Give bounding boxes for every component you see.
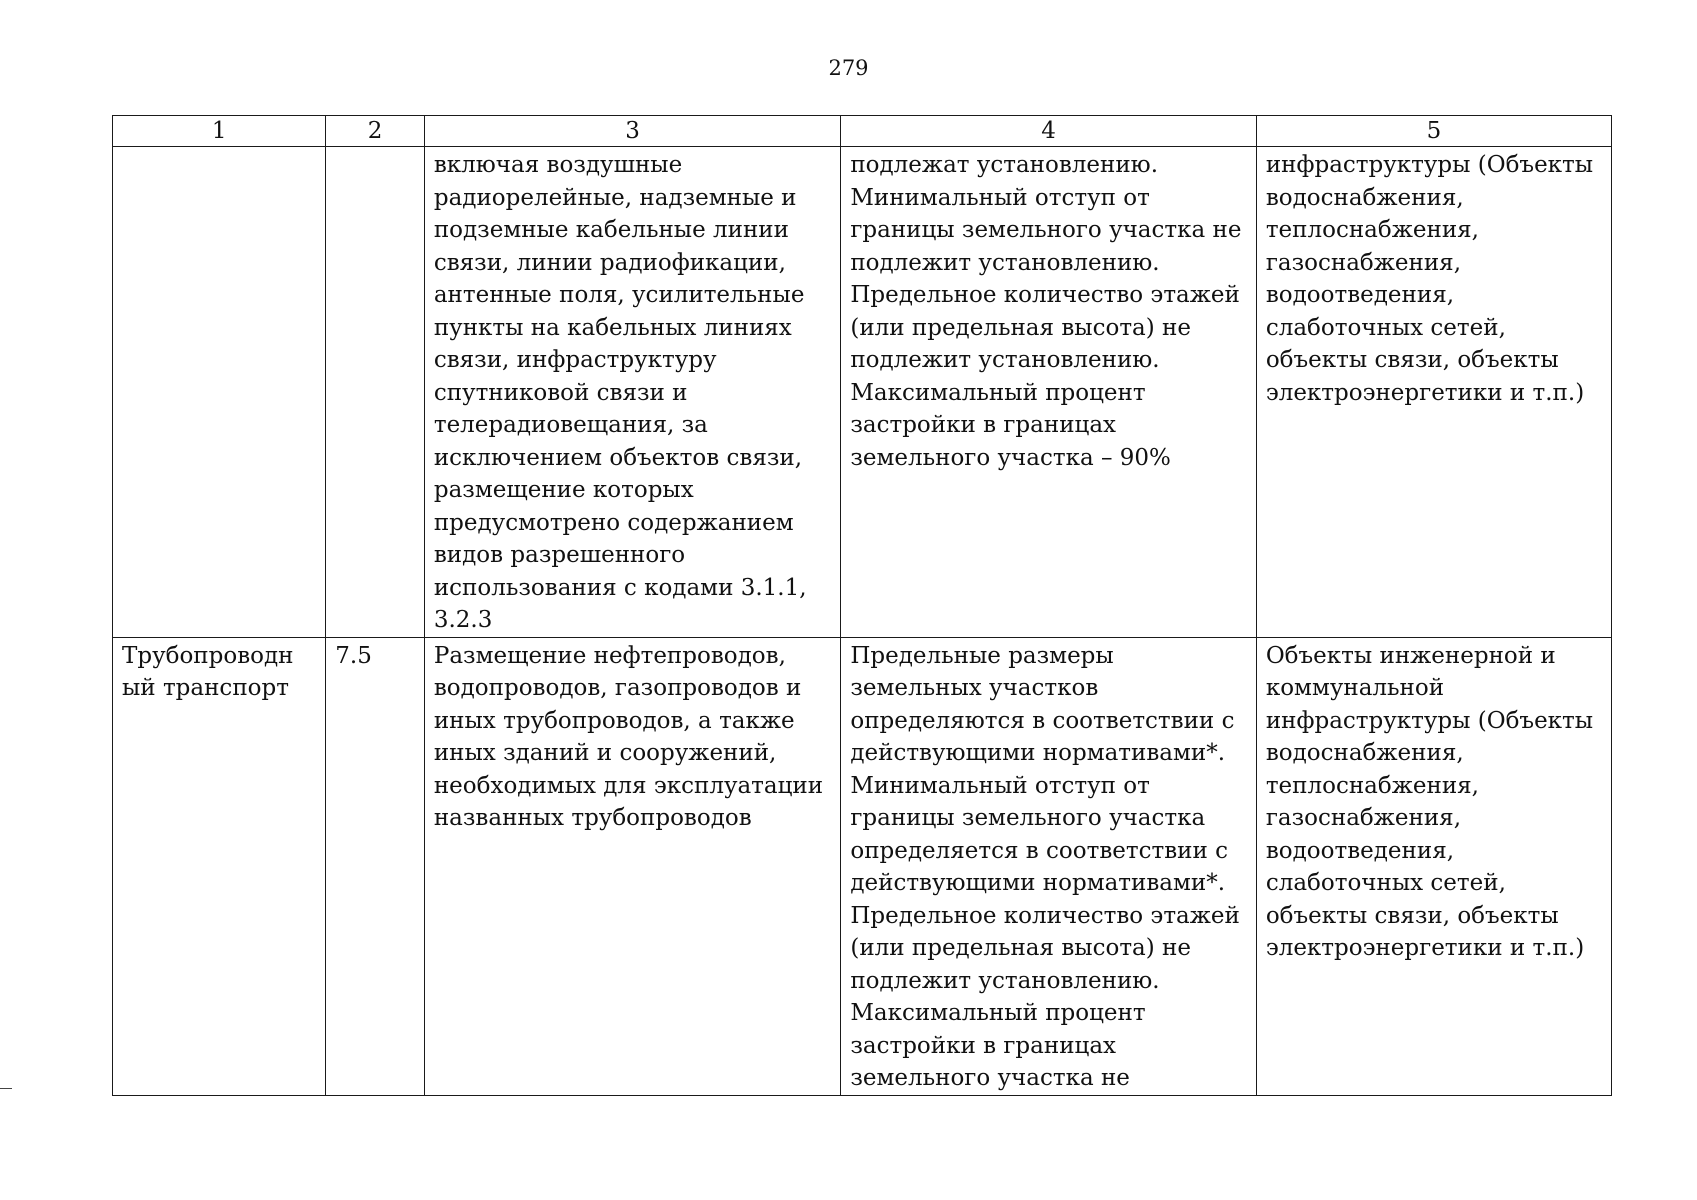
header-cell-1: 1 — [113, 116, 326, 147]
table-header — [113, 116, 1612, 147]
regulations-table — [112, 115, 1612, 1096]
table-row — [113, 637, 1612, 1095]
cell-use-code: 7.5 — [326, 637, 425, 1095]
cell-use-description: Размещение нефтепроводов, водопроводов, газопроводов и иных трубопроводов, а также иных зданий и сооружений, необходимых для эксплуатации названных трубопроводов — [424, 637, 841, 1095]
header-cell-5: 5 — [1256, 116, 1611, 147]
cell-parameters: подлежат установлению. Минимальный отступ от границы земельного участка не подлежит установлению. Предельное количество этажей (или предельная высота) не подлежит установлению. Максимальный процент застройки в границах земельного участка – 90% — [841, 147, 1256, 638]
cell-use-code — [326, 147, 425, 638]
header-cell-2: 2 — [326, 116, 425, 147]
header-cell-4: 4 — [841, 116, 1256, 147]
table-row — [113, 147, 1612, 638]
table-body — [113, 147, 1612, 1096]
margin-mark — [0, 1088, 12, 1089]
cell-permitted-use-name — [113, 147, 326, 638]
cell-permitted-use-name: Трубопроводн ый транспорт — [113, 637, 326, 1095]
header-cell-3: 3 — [424, 116, 841, 147]
cell-auxiliary-objects: Объекты инженерной и коммунальной инфраструктуры (Объекты водоснабжения, теплоснабжения, газоснабжения, водоотведения, слаботочных сетей, объекты связи, объекты электроэнергетики и т.п.) — [1256, 637, 1611, 1095]
cell-parameters: Предельные размеры земельных участков определяются в соответствии с действующими нормативами*. Минимальный отступ от границы земельного участка определяется в соответствии с действующими нормативами*. Предельное количество этажей (или предельная высота) не подлежит установлению. Максимальный процент застройки в границах земельного участка не — [841, 637, 1256, 1095]
header-row — [113, 116, 1612, 147]
cell-use-description: включая воздушные радиорелейные, надземные и подземные кабельные линии связи, линии радиофикации, антенные поля, усилительные пункты на кабельных линиях связи, инфраструктуру спутниковой связи и телерадиовещания, за исключением объектов связи, размещение которых предусмотрено содержанием видов разрешенного использования с кодами 3.1.1, 3.2.3 — [424, 147, 841, 638]
page-number: 279 — [828, 56, 869, 80]
cell-auxiliary-objects: инфраструктуры (Объекты водоснабжения, теплоснабжения, газоснабжения, водоотведения, слаботочных сетей, объекты связи, объекты электроэнергетики и т.п.) — [1256, 147, 1611, 638]
